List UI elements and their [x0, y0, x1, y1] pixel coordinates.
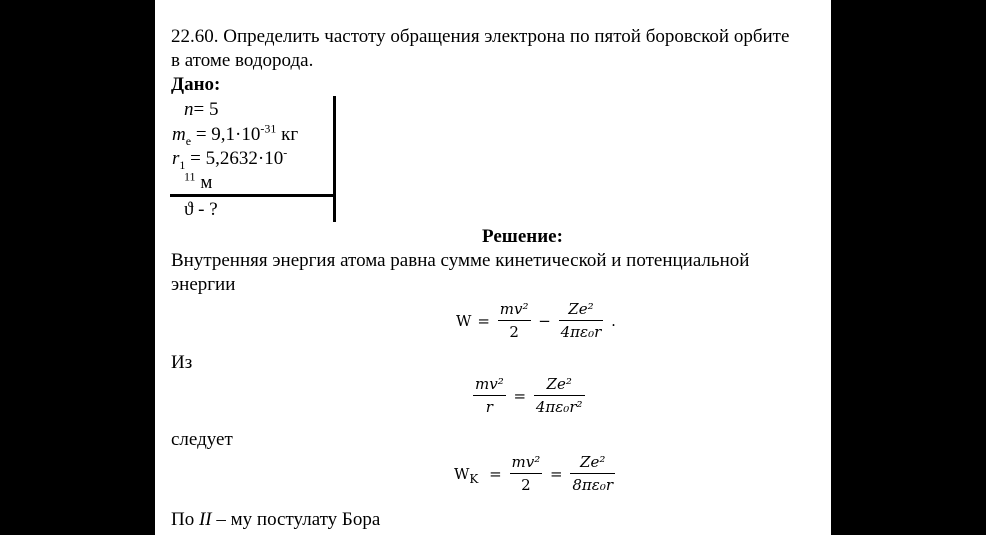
- document-page: [155, 0, 831, 535]
- formula-force-balance: $\frac{\text{mv²}}{r}$ = $\frac{\text{Ze²}}{\text{4πε₀r²}}$: [475, 375, 583, 416]
- solution-heading: Решение:: [482, 226, 563, 247]
- given-me: $m_e = 9,1\cdot 10^{-31}$ кг: [172, 121, 299, 148]
- formula-internal-energy: W = $\frac{\text{mv²}}{2}$ − $\frac{\text{Ze²}}{\text{4πε₀r}}$ .: [456, 300, 616, 341]
- solution-text-1: Внутренняя энергия атома равна сумме кинетической и потенциальной: [171, 250, 750, 271]
- given-r1-cont: $^{11}$ м: [184, 169, 213, 193]
- given-vertical-divider: [333, 96, 336, 222]
- follows-text: следует: [171, 429, 233, 450]
- given-n: n= 5: [184, 99, 219, 120]
- given-r1: $r_1 = 5,2632\cdot 10^-$: [172, 145, 288, 172]
- find-value: ϑ - ?: [184, 199, 218, 220]
- formula-kinetic-energy: $W_K$ = $\frac{\text{mv²}}{2}$ = $\frac{\text{Ze²}}{\text{8πε₀r}}$: [454, 453, 614, 494]
- from-text: Из: [171, 352, 193, 373]
- problem-line-1: 22.60. Определить частоту обращения электрона по пятой боровской орбите: [171, 26, 790, 47]
- given-horizontal-divider: [170, 194, 335, 197]
- given-heading: Дано:: [171, 74, 221, 95]
- problem-line-2: в атоме водорода.: [171, 50, 314, 71]
- solution-text-1b: энергии: [171, 274, 236, 295]
- bohr-postulate-text: По II – му постулату Бора: [171, 509, 381, 530]
- given-block: [170, 96, 335, 220]
